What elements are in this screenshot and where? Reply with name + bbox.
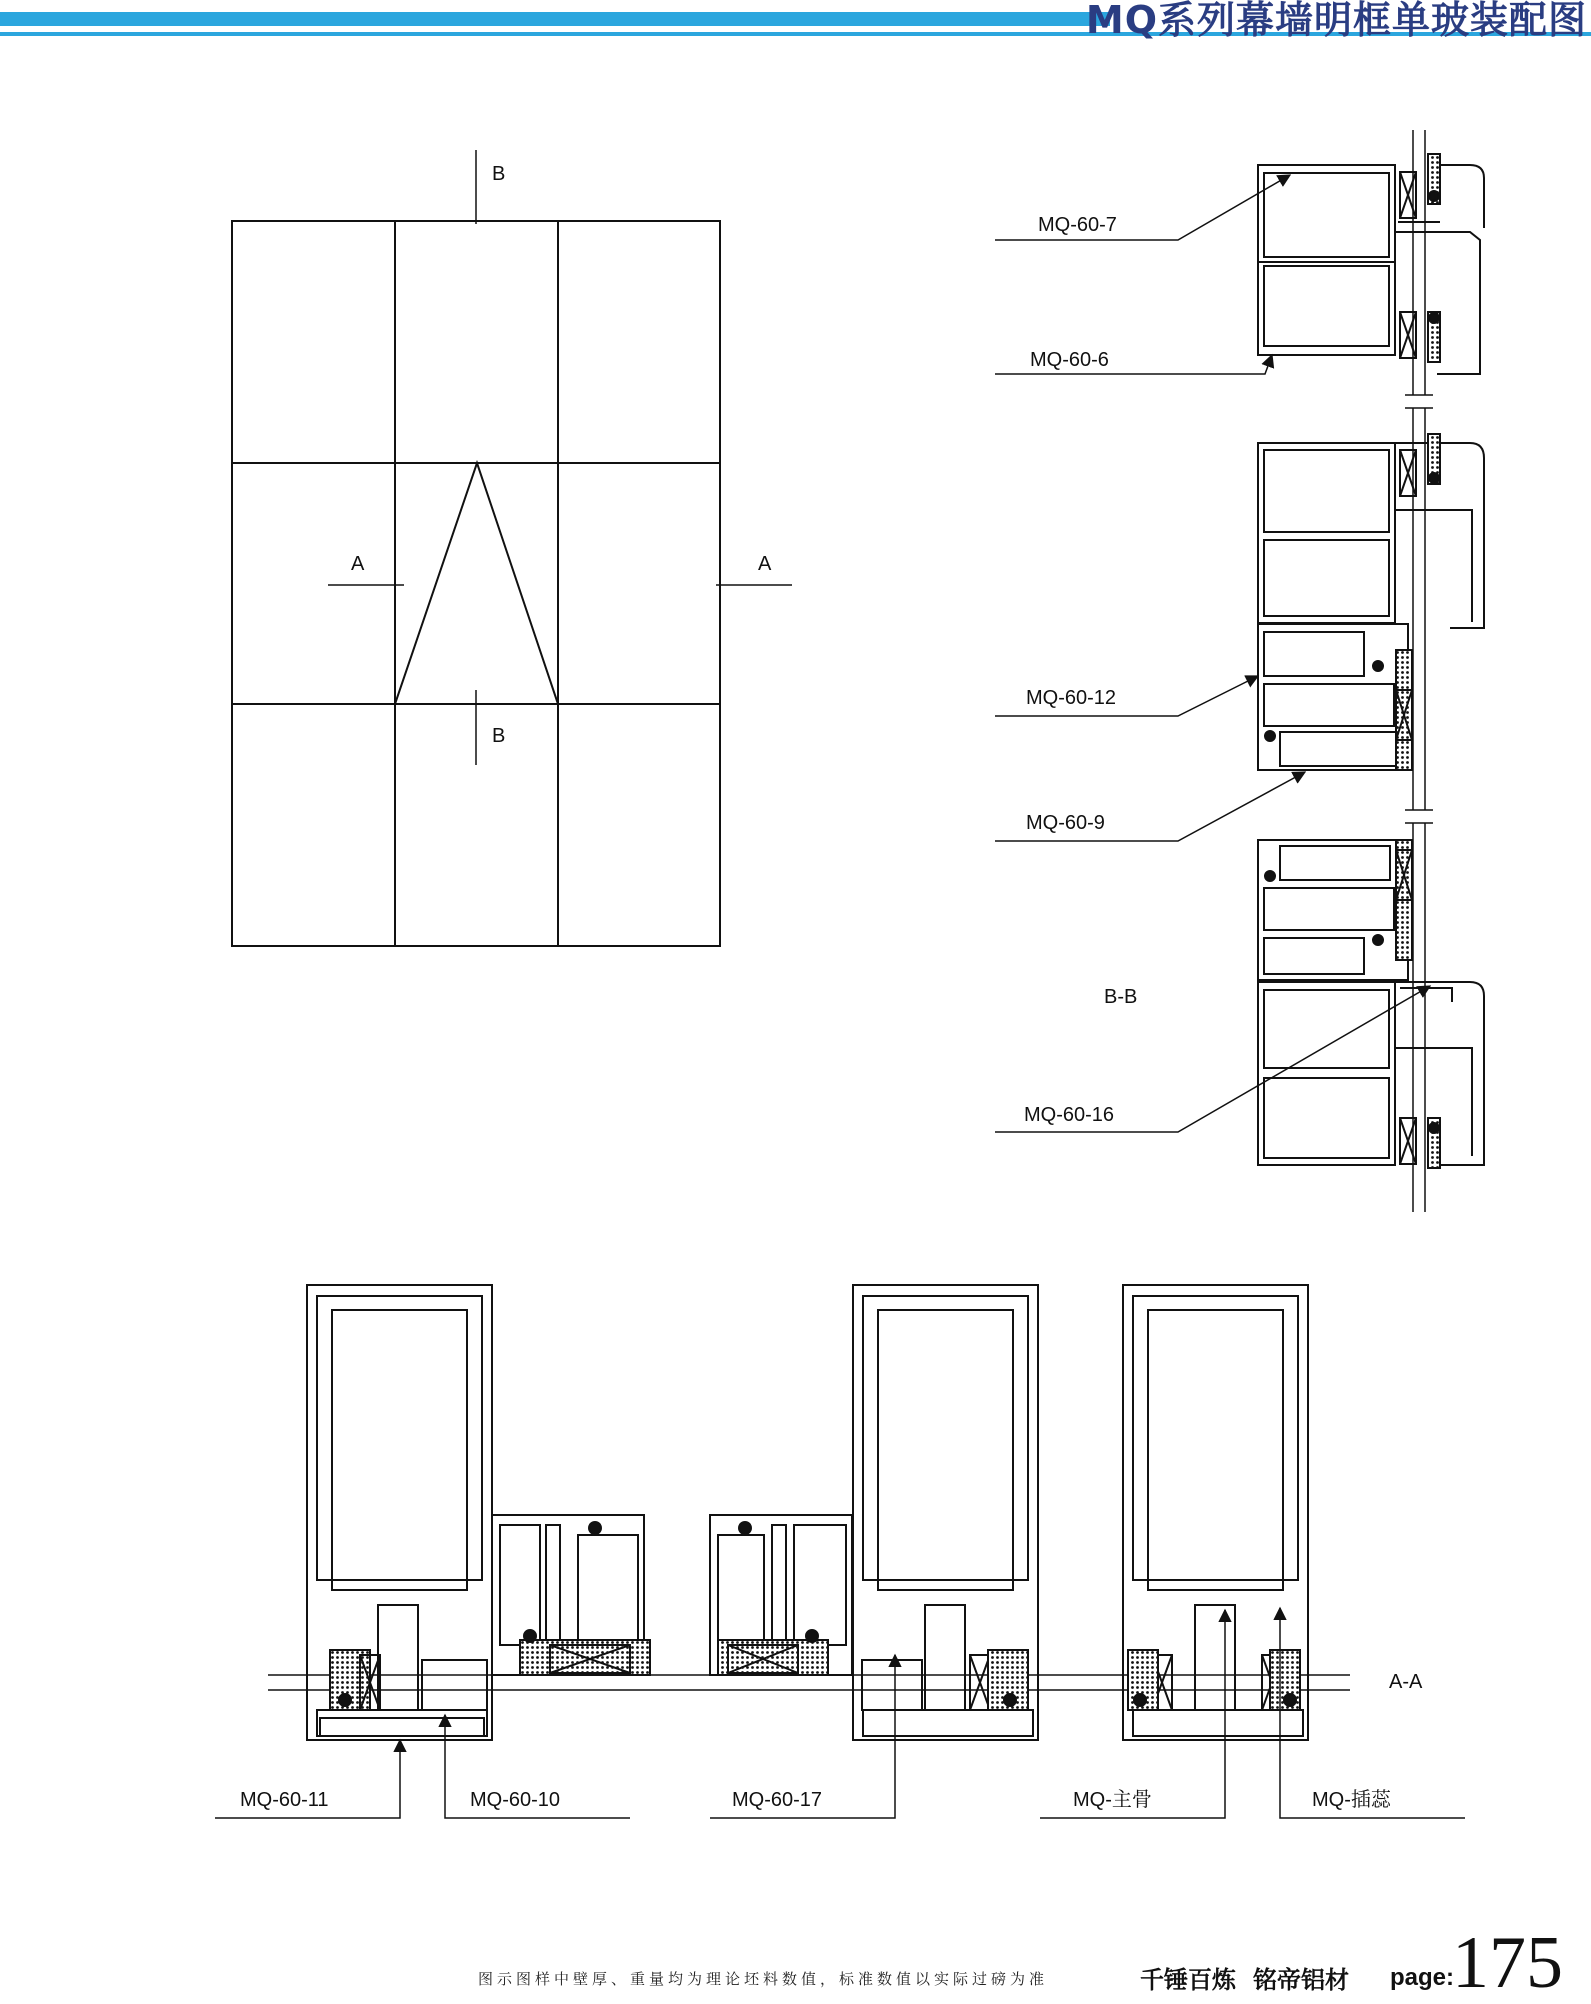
section-bb-profiles <box>1258 130 1484 1212</box>
vent-sash-left <box>492 1515 650 1675</box>
section-aa-title: A-A <box>1389 1671 1423 1693</box>
section-aa-profiles <box>268 1285 1350 1740</box>
page-label: page: <box>1390 1964 1455 1991</box>
mullion-left <box>307 1285 492 1740</box>
mullion-middle <box>853 1285 1038 1740</box>
vent-opening-symbol <box>395 463 558 704</box>
page-footer <box>0 1922 1591 2004</box>
footer-brand: 铭帝铝材 <box>1253 1966 1349 1994</box>
label-mq-main-mullion: MQ-主骨 <box>1073 1789 1152 1811</box>
aa-glass-pane <box>268 1675 1350 1690</box>
section-a-right-label: A <box>758 553 772 575</box>
page-number: 175 <box>1452 1922 1563 2004</box>
label-mq-60-7: MQ-60-7 <box>1038 214 1117 236</box>
elevation-view <box>232 150 792 946</box>
footer-slogan: 千锤百炼 <box>1140 1966 1236 1994</box>
label-mq-60-10: MQ-60-10 <box>470 1789 561 1811</box>
section-aa-leaders <box>215 1608 1465 1818</box>
label-mq-60-12: MQ-60-12 <box>1026 687 1117 709</box>
label-mq-60-17: MQ-60-17 <box>732 1789 823 1811</box>
section-a-left-label: A <box>351 553 365 575</box>
section-b-top-label: B <box>492 163 506 185</box>
label-mq-60-6: MQ-60-6 <box>1030 349 1109 371</box>
label-mq-60-16: MQ-60-16 <box>1024 1104 1115 1126</box>
section-bb-title: B-B <box>1104 986 1138 1008</box>
label-mq-insert-core: MQ-插蕊 <box>1312 1789 1391 1811</box>
vent-sash-right <box>710 1515 852 1675</box>
profile-mq-60-7 <box>1258 165 1395 355</box>
elevation-frame <box>232 221 720 946</box>
page-title: MQ系列幕墙明框单玻装配图 <box>1085 0 1587 42</box>
label-mq-60-9: MQ-60-9 <box>1026 812 1105 834</box>
label-mq-60-11: MQ-60-11 <box>240 1789 329 1811</box>
footer-disclaimer: 图示图样中壁厚、重量均为理论坯料数值，标准数值以实际过磅为准 <box>478 1970 1049 1988</box>
section-b-bottom-label: B <box>492 725 506 747</box>
